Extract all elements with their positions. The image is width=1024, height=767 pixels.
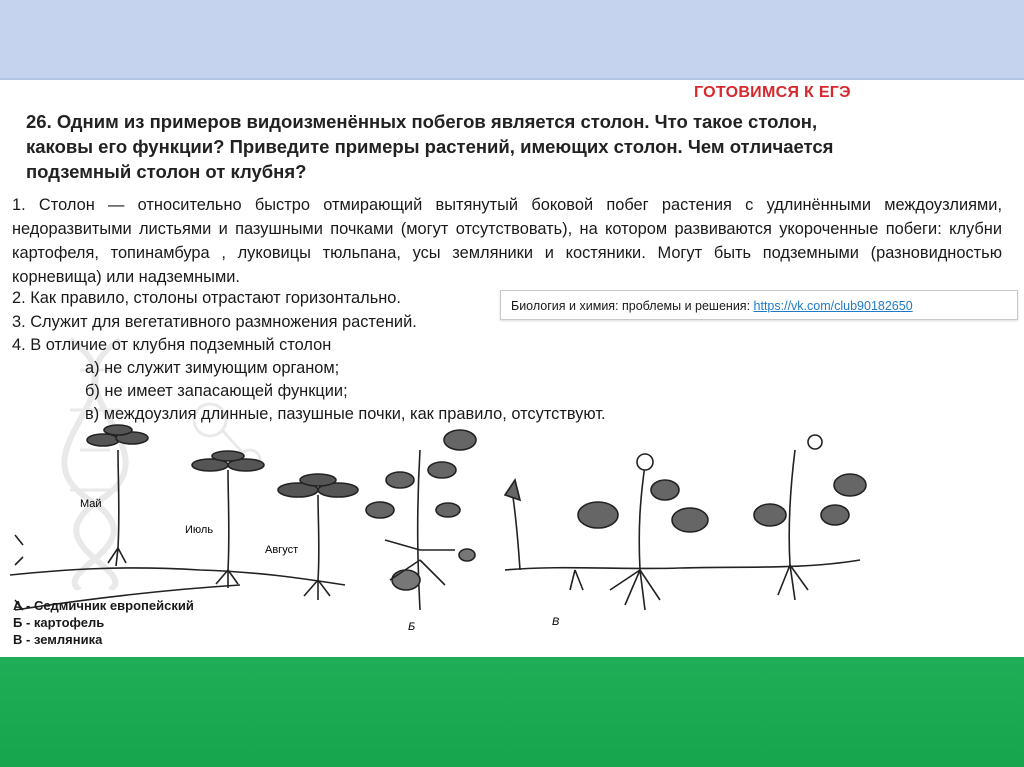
answer-point-4a: а) не служит зимующим органом; <box>85 359 340 377</box>
source-link[interactable]: https://vk.com/club90182650 <box>753 299 913 313</box>
label-august: Август <box>265 544 299 556</box>
answer-paragraph-1: 1. Столон — относительно быстро отмирающий вытянутый боковой побег растения с удлинёнными междоузлиями, недоразвитыми листьями и пазушными почками (могут отсутствовать), на котором развиваются укороченные побеги: клубни картофеля, топинамбура , луковицы тюльпана, усы земляники и костяники. Могут быть подземными (разновидностью корневища) или надземными. <box>12 196 1002 286</box>
question-line: 26. Одним из примеров видоизменённых побегов является столон. Что такое столон, <box>26 111 818 132</box>
top-band <box>0 0 1024 80</box>
answer-point-3: 3. Служит для вегетативного размножения растений. <box>12 313 417 331</box>
exam-prep-label: ГОТОВИМСЯ К ЕГЭ <box>694 84 851 101</box>
source-label: Биология и химия: проблемы и решения: <box>511 299 754 313</box>
question-line: каковы его функции? Приведите примеры растений, имеющих столон. Чем отличается <box>26 136 834 157</box>
answer-point-2: 2. Как правило, столоны отрастают горизонтально. <box>12 289 401 307</box>
caption-a: А - Седмичник европейский <box>13 598 194 613</box>
label-v: В <box>552 616 560 628</box>
bottom-band <box>0 657 1024 767</box>
top-band-divider <box>0 78 1024 80</box>
answer-point-4c: в) междоузлия длинные, пазушные почки, как правило, отсутствуют. <box>85 405 606 423</box>
plant-a-sevenstar-illustration <box>10 425 358 610</box>
plants-illustration <box>0 420 1024 660</box>
plant-v-strawberry-illustration <box>505 435 866 610</box>
label-b: Б <box>408 621 416 633</box>
answer-point-4: 4. В отличие от клубня подземный столон <box>12 336 332 354</box>
plant-b-potato-illustration <box>366 430 476 610</box>
question-line: подземный столон от клубня? <box>26 161 307 182</box>
question-text <box>26 109 986 184</box>
caption-v: В - земляника <box>13 632 103 647</box>
source-link-box <box>500 290 1018 320</box>
label-may: Май <box>80 498 102 510</box>
caption-b: Б - картофель <box>13 615 105 630</box>
answer-point-4b: б) не имеет запасающей функции; <box>85 382 348 400</box>
label-july: Июль <box>185 524 214 536</box>
